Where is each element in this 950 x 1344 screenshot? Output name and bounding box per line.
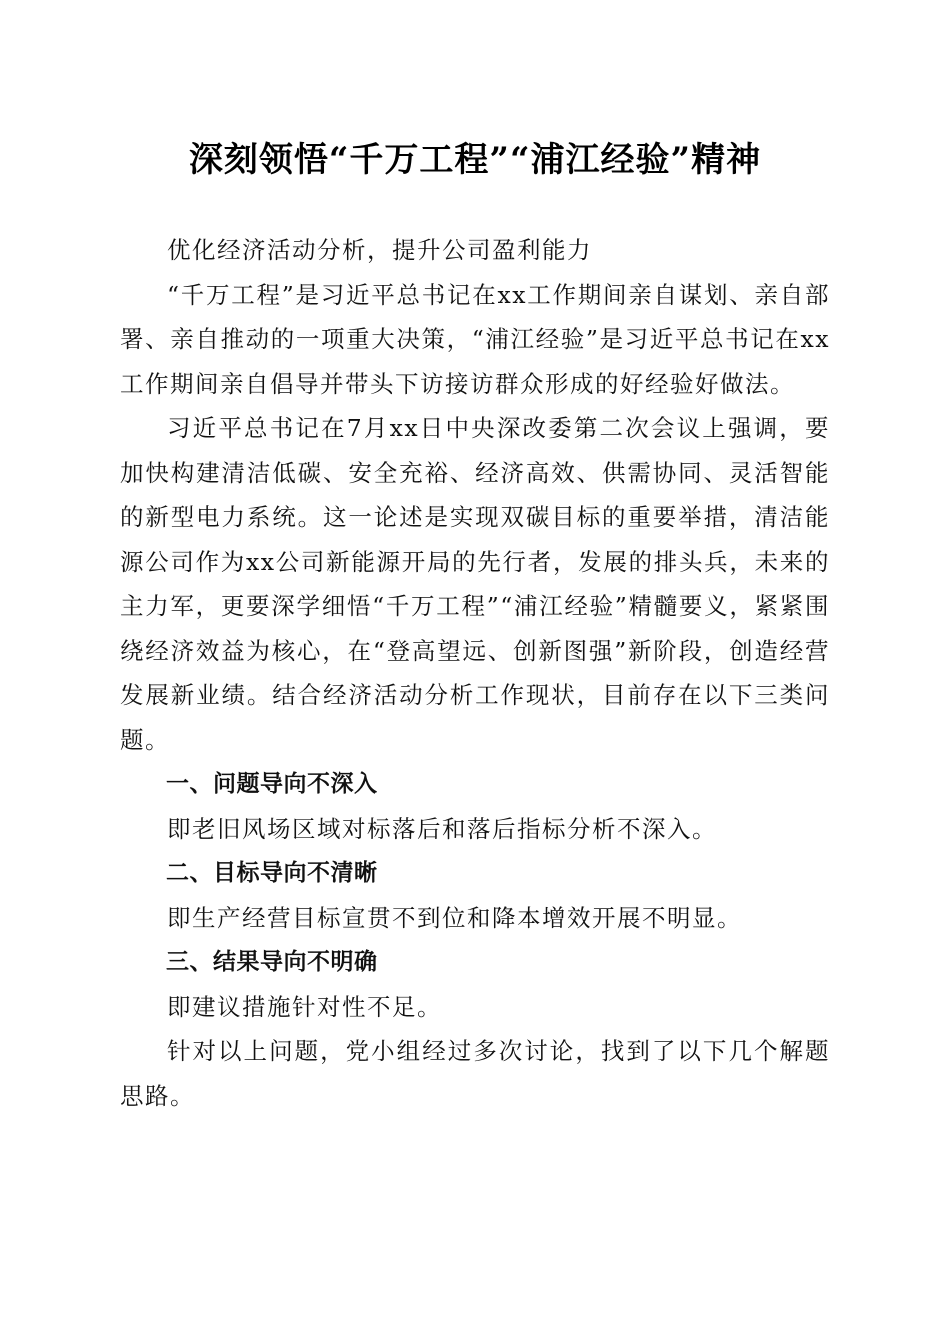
context-paragraph: 习近平总书记在7月xx日中央深改委第二次会议上强调，要加快构建清洁低碳、安全充裕、经济高效、供需协同、灵活智能的新型电力系统。这一论述是实现双碳目标的重要举措，清洁能源公司作为xx公司新能源开局的先行者，发展的排头兵，未来的主力军，更要深学细悟“千万工程”“浦江经验”精髓要义，紧紧围绕经济效益为核心，在“登高望远、创新图强”新阶段，创造经营发展新业绩。结合经济活动分析工作现状，目前存在以下三类问题。 xyxy=(120,414,830,754)
section-text-1: 即老旧风场区域对标落后和落后指标分析不深入。 xyxy=(167,814,717,843)
section-heading-1: 一、问题导向不深入 xyxy=(166,771,378,797)
subtitle-paragraph: 优化经济活动分析，提升公司盈利能力 xyxy=(167,236,592,264)
document-body xyxy=(120,228,830,1118)
section-text-2: 即生产经营目标宣贯不到位和降本增效开展不明显。 xyxy=(167,903,742,932)
section-heading-2: 二、目标导向不清晰 xyxy=(166,860,378,886)
section-heading-3: 三、结果导向不明确 xyxy=(166,949,378,975)
intro-paragraph: “千万工程”是习近平总书记在xx工作期间亲自谋划、亲自部署、亲自推动的一项重大决策，“浦江经验”是习近平总书记在xx工作期间亲自倡导并带头下访接访群众形成的好经验好做法。 xyxy=(120,280,830,398)
section-text-3: 即建议措施针对性不足。 xyxy=(167,992,442,1021)
conclusion-paragraph: 针对以上问题，党小组经过多次讨论，找到了以下几个解题思路。 xyxy=(120,1037,830,1110)
document-title: 深刻领悟“千万工程”“浦江经验”精神 xyxy=(188,140,762,180)
